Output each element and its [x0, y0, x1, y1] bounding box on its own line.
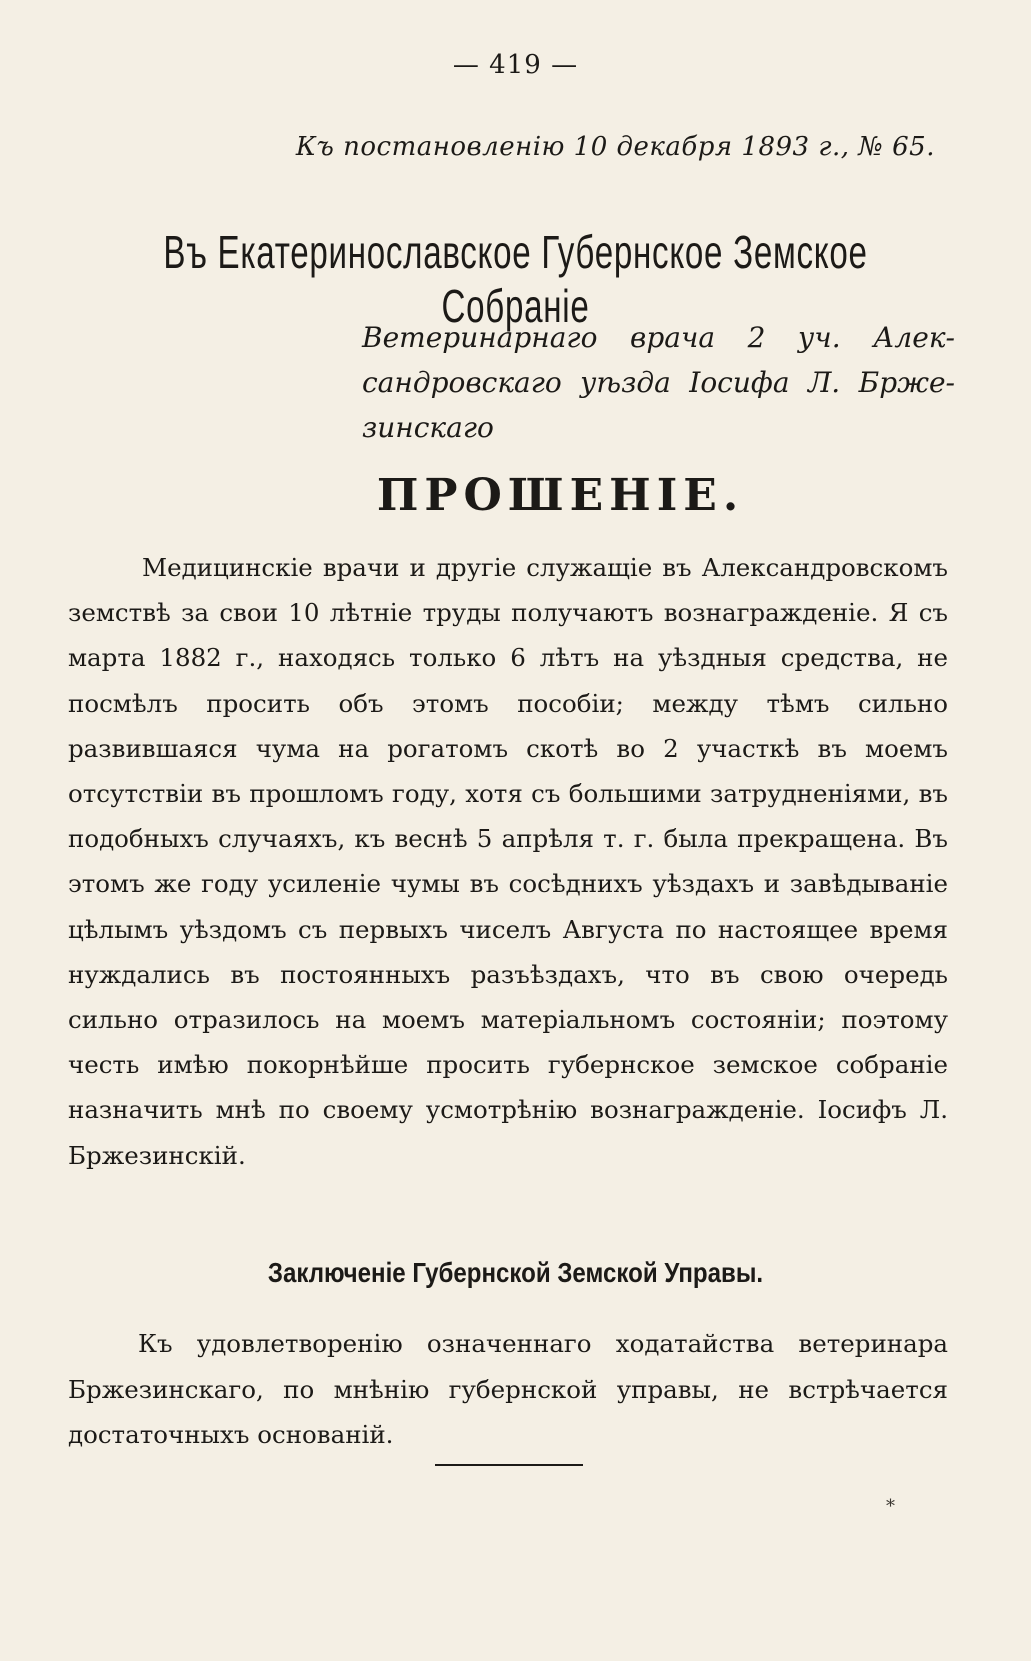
- resolution-reference: Къ постановленію 10 декабря 1893 г., № 65.: [295, 132, 935, 162]
- conclusion-heading: Заключеніе Губернской Земской Управы.: [267, 1257, 764, 1288]
- conclusion-body: Къ удовлетворенію означеннаго ходатайства ветеринара Бржезинскаго, по мнѣнію губернской управы, не встрѣчается достаточныхъ основаній.: [68, 1329, 948, 1449]
- petition-body: Медицинскіе врачи и другіе служащіе въ Александровскомъ земствѣ за свои 10 лѣтніе труды получаютъ вознагражденіе. Я съ марта 1882 г., находясь только 6 лѣтъ на уѣздныя средства, не посмѣлъ просить объ этомъ пособіи; между тѣмъ сильно развившаяся чума на рогатомъ скотѣ во 2 участкѣ въ моемъ отсутствіи въ прошломъ году, хотя съ большими затрудненіями, въ подобныхъ случаяхъ, къ веснѣ 5 апрѣля т. г. была прекращена. Въ этомъ же году усиленіе чумы въ сосѣднихъ уѣздахъ и завѣдываніе цѣлымъ уѣздомъ съ первыхъ чиселъ Августа по настоящее время нуждались въ постоянныхъ разъѣздахъ, что въ свою очередь сильно отразилось на моемъ матеріальномъ состояніи; поэтому честь имѣю покорнѣйше просить губернское земское собраніе назначить мнѣ по своему усмотрѣнію вознагражденіе. Іосифъ Л. Бржезинскій.: [68, 553, 948, 1170]
- page-number: — 419 —: [452, 50, 579, 80]
- addressee-heading: Въ Екатеринославское Губернское Земское Собраніе: [163, 226, 868, 332]
- document-title: ПРОШЕНІЕ.: [376, 470, 745, 521]
- footnote-mark: *: [886, 1496, 895, 1517]
- separator-rule: [435, 1464, 583, 1466]
- petitioner-line: Ветеринарнаго врача 2 уч. Алек-сандровскаго уѣзда Іосифа Л. Брже-зинскаго: [362, 321, 955, 444]
